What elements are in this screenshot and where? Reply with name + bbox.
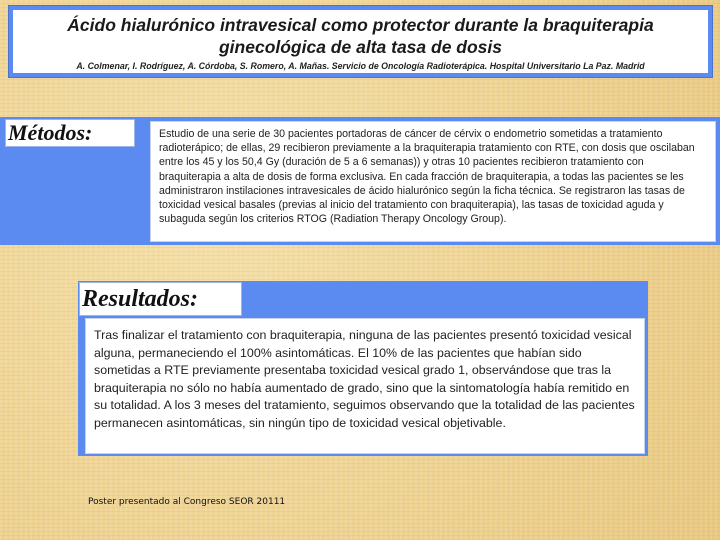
- footer-note: Poster presentado al Congreso SEOR 20111: [88, 497, 286, 507]
- poster-authors: A. Colmenar, I. Rodríguez, A. Córdoba, S. Romero, A. Mañas. Servicio de Oncología Radioterápica. Hospital Universitario La Paz. Madrid: [76, 61, 645, 71]
- metodos-heading-box: [5, 119, 135, 147]
- poster-title-line-1: Ácido hialurónico intravesical como protector durante la braquiterapia: [67, 15, 654, 35]
- poster-header: [8, 5, 713, 78]
- resultados-heading: Resultados:: [82, 286, 199, 312]
- poster-title: [21, 14, 700, 58]
- resultados-text-box: [85, 318, 645, 454]
- resultados-text: Tras finalizar el tratamiento con braquiterapia, ninguna de las pacientes presentó toxicidad vesical alguna, permaneciendo el 100% asintomáticas. El 10% de las pacientes que habían sido sometidas a RTE previamente presentaba toxicidad vesical grado 1, observándose que tras la braquiterapia no sólo no había aumentado de grado, sino que la sintomatología había remitido en su totalidad. A los 3 meses del tratamiento, seguimos observando que la totalidad de las pacientes permanecen asintomáticas, sin ningún tipo de toxicidad vesical objetivable.: [94, 328, 635, 430]
- metodos-text: Estudio de una serie de 30 pacientes portadoras de cáncer de cérvix o endometrio sometidas a tratamiento radioterápico; de ellas, 29 recibieron previamente a la braquiterapia tratamiento con RTE, con dosis que oscilaban entre los 45 y los 50,4 Gy (duración de 5 a 6 semanas)) y otras 10 pacientes recibieron tratamiento con braquiterapia a alta de dosis de forma exclusiva. En cada fracción de braquiterapia, a todas las pacientes se les administraron instilaciones intravesicales de ácido hialurónico según la ficha técnica. Se registraron las tasas de toxicidad vesical basales (previas al inicio del tratamiento con braquiterapia), las tasas de toxicidad aguda y subaguda según los criterios RTOG (Radiation Therapy Oncology Group).: [159, 128, 695, 226]
- poster-header-inner: [13, 10, 708, 73]
- metodos-text-box: [150, 121, 716, 242]
- resultados-heading-box: [79, 282, 242, 316]
- metodos-heading: Métodos:: [8, 120, 93, 145]
- poster-title-line-2: ginecológica de alta tasa de dosis: [218, 37, 502, 57]
